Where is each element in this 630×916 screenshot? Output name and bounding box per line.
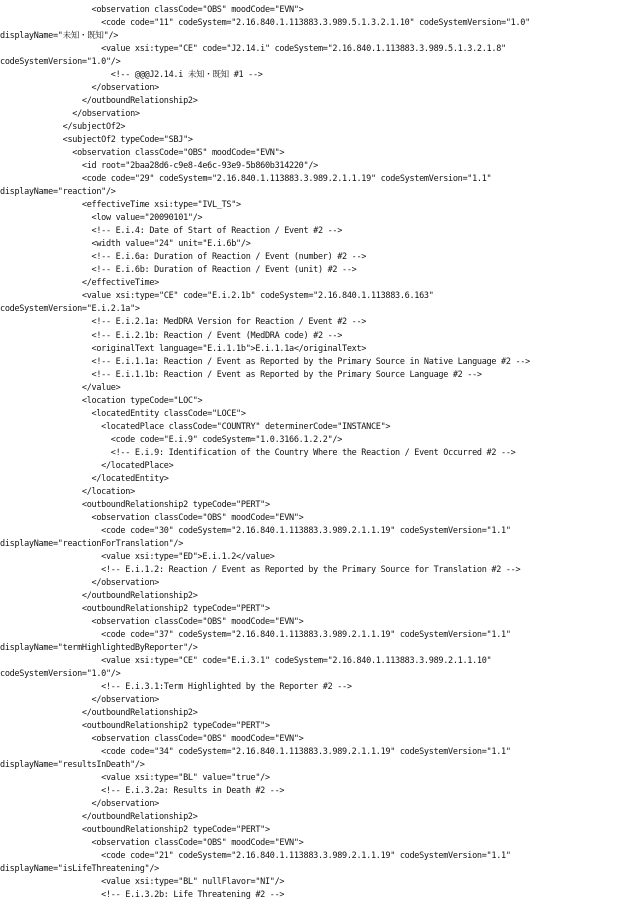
xml-code-line: <!-- E.i.1.1a: Reaction / Event as Reported by the Primary Source in Native Language #2 --> [0,356,530,367]
xml-code-line: <code code="29" codeSystem="2.16.840.1.113883.3.989.2.1.1.19" codeSystemVersion="1.1" [0,174,492,185]
xml-code-line: displayName="resultsInDeath"/> [0,760,145,771]
xml-code-line: </locatedPlace> [0,460,174,471]
xml-code-line: </outboundRelationship2> [0,708,198,719]
xml-code-line: <!-- E.i.6b: Duration of Reaction / Event (unit) #2 --> [0,265,357,276]
xml-code-line: </observation> [0,109,140,120]
xml-code-line: <!-- @@@J2.14.i 未知・既知 #1 --> [0,70,263,81]
xml-code-line: <outboundRelationship2 typeCode="PERT"> [0,825,270,836]
xml-code-line: <observation classCode="OBS" moodCode="EVN"> [0,5,304,15]
xml-code-line: <value xsi:type="CE" code="E.i.2.1b" codeSystem="2.16.840.1.113883.6.163" [0,291,434,302]
xml-code-line: <!-- E.i.2.1a: MedDRA Version for Reaction / Event #2 --> [0,317,367,328]
xml-code-line: <low value="20090101"/> [0,213,203,224]
xml-code-line: </observation> [0,577,159,588]
xml-code-line: </outboundRelationship2> [0,96,198,107]
xml-code-line: <code code="34" codeSystem="2.16.840.1.113883.3.989.2.1.1.19" codeSystemVersion="1.1" [0,747,511,758]
xml-code-line: codeSystemVersion="E.i.2.1a"> [0,304,140,315]
xml-code-line: <originalText language="E.i.1.1b">E.i.1.1a</originalText> [0,343,367,354]
xml-code-line: <!-- E.i.1.2: Reaction / Event as Reported by the Primary Source for Translation #2 --> [0,564,521,575]
xml-code-line: <observation classCode="OBS" moodCode="EVN"> [0,616,304,627]
xml-code-line: <outboundRelationship2 typeCode="PERT"> [0,603,270,614]
xml-code-line: codeSystemVersion="1.0"/> [0,57,121,68]
xml-code-line: <value xsi:type="BL" value="true"/> [0,773,270,784]
xml-code-line: <!-- E.i.2.1b: Reaction / Event (MedDRA code) #2 --> [0,330,343,341]
xml-code-line: <id root="2baa28d6-c9e8-4e6c-93e9-5b860b314220"/> [0,161,318,172]
xml-code-line: displayName="isLifeThreatening"/> [0,864,159,875]
xml-code-line: <value xsi:type="BL" nullFlavor="NI"/> [0,877,285,888]
xml-code-line: displayName="termHighlightedByReporter"/> [0,642,198,653]
xml-code-line: <outboundRelationship2 typeCode="PERT"> [0,499,270,510]
xml-code-line: <observation classCode="OBS" moodCode="EVN"> [0,148,285,159]
xml-code-line: </observation> [0,799,159,810]
xml-code-line: </effectiveTime> [0,278,159,289]
xml-code-line: <code code="37" codeSystem="2.16.840.1.113883.3.989.2.1.1.19" codeSystemVersion="1.1" [0,629,511,640]
xml-code-line: displayName="reaction"/> [0,187,116,198]
xml-code-line: <outboundRelationship2 typeCode="PERT"> [0,721,270,732]
xml-code-line: <code code="30" codeSystem="2.16.840.1.113883.3.989.2.1.1.19" codeSystemVersion="1.1" [0,525,511,536]
xml-code-line: <value xsi:type="CE" code="J2.14.i" codeSystem="2.16.840.1.113883.3.989.5.1.3.2.1.8" [0,44,506,55]
xml-code-line: <value xsi:type="CE" code="E.i.3.1" codeSystem="2.16.840.1.113883.3.989.2.1.1.10" [0,656,492,666]
xml-code-line: <!-- E.i.3.2a: Results in Death #2 --> [0,786,285,797]
xml-code-line: </outboundRelationship2> [0,812,198,823]
xml-code-line: </observation> [0,695,159,706]
xml-code-line: <location typeCode="LOC"> [0,395,203,406]
xml-code-line: <observation classCode="OBS" moodCode="EVN"> [0,734,304,745]
xml-code-line: </observation> [0,83,159,94]
xml-code-line: </value> [0,382,121,393]
xml-code-line: <code code="21" codeSystem="2.16.840.1.113883.3.989.2.1.1.19" codeSystemVersion="1.1" [0,851,511,862]
xml-code-line: <effectiveTime xsi:type="IVL_TS"> [0,200,241,211]
xml-code-line: </outboundRelationship2> [0,590,198,601]
xml-code-line: <width value="24" unit="E.i.6b"/> [0,239,251,250]
xml-code-line: displayName="reactionForTranslation"/> [0,538,184,549]
xml-code-line: <code code="11" codeSystem="2.16.840.1.113883.3.989.5.1.3.2.1.10" codeSystemVersion="1.0" [0,18,530,29]
xml-code-line: <locatedPlace classCode="COUNTRY" determinerCode="INSTANCE"> [0,421,391,432]
xml-code-line: <locatedEntity classCode="LOCE"> [0,408,246,419]
xml-code-line: </subjectOf2> [0,122,126,133]
xml-code-line: displayName="未知・既知"/> [0,31,119,42]
xml-code-line: </locatedEntity> [0,473,169,484]
xml-code-line: <subjectOf2 typeCode="SBJ"> [0,135,193,146]
xml-code-line: <!-- E.i.9: Identification of the Country Where the Reaction / Event Occurred #2 --> [0,447,516,458]
xml-code-line: <!-- E.i.3.1:Term Highlighted by the Reporter #2 --> [0,682,352,693]
xml-code-line: <!-- E.i.4: Date of Start of Reaction / Event #2 --> [0,226,343,237]
xml-code-line: <!-- E.i.1.1b: Reaction / Event as Reported by the Primary Source Language #2 --> [0,369,482,380]
xml-code-line: <!-- E.i.3.2b: Life Threatening #2 --> [0,890,285,901]
xml-code-line: </location> [0,486,135,497]
xml-code-line: <value xsi:type="ED">E.i.1.2</value> [0,551,275,562]
xml-code-line: <observation classCode="OBS" moodCode="EVN"> [0,512,304,523]
xml-code-line: <observation classCode="OBS" moodCode="EVN"> [0,838,304,849]
xml-code-line: <code code="E.i.9" codeSystem="1.0.3166.1.2.2"/> [0,434,343,445]
xml-code-line: <!-- E.i.6a: Duration of Reaction / Event (number) #2 --> [0,252,367,263]
xml-code-line: codeSystemVersion="1.0"/> [0,669,121,680]
